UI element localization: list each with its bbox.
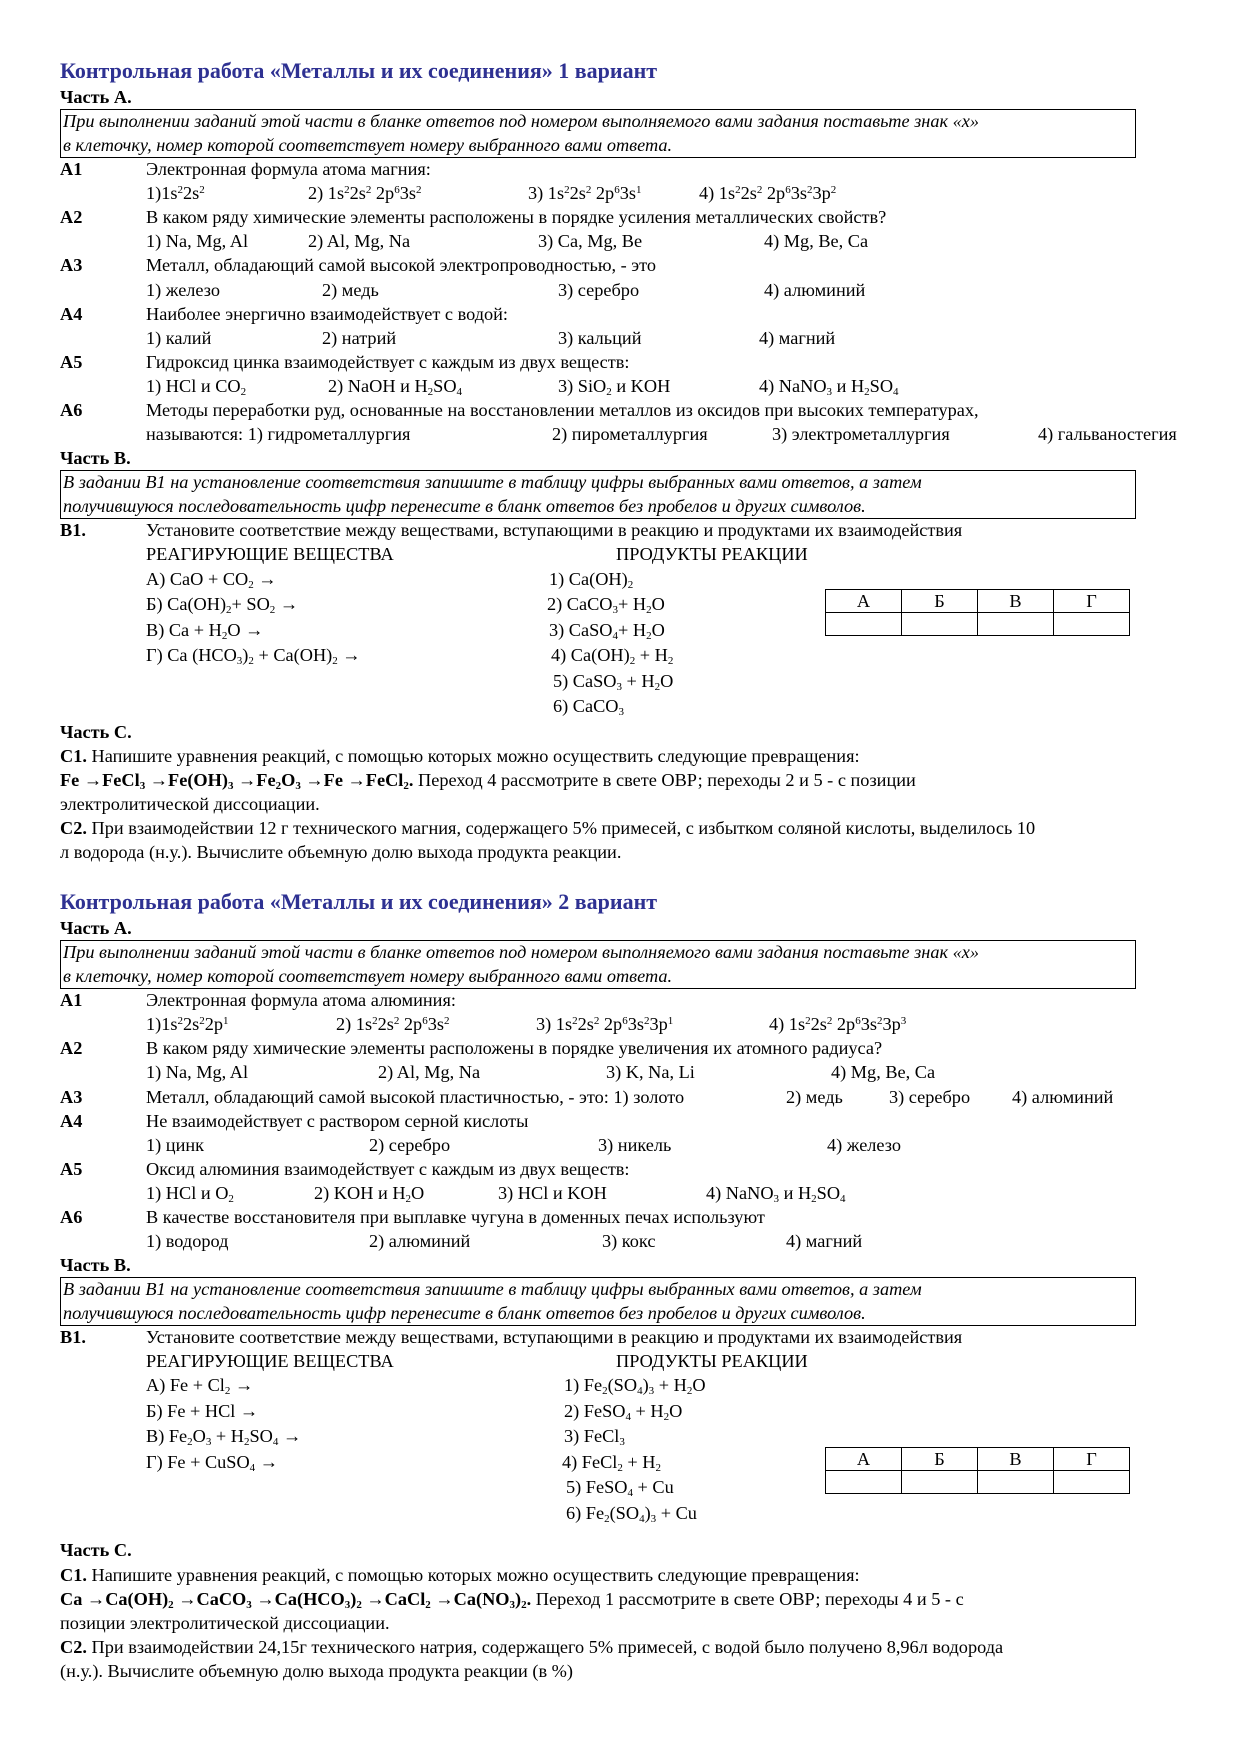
option-1: 1) HCl и $O_2$ [146,1182,234,1205]
question-a3: А3 Металл, обладающий самой высокой пластичностью, - это: 1) золото 2) медь 3) серебро 4) алюминий [60,1085,1185,1109]
reactant-c: В) $Fe_2O_3 + H_2SO_4$ → [146,1426,302,1449]
part-b-instructions: В задании В1 на установление соответствия запишите в таблицу цифры выбранных вами ответов, а затем получившуюся последовательность цифр перенесите в бланк ответов без пробелов и других символов. [60,1277,1136,1326]
option-1: 1) калий [146,327,212,348]
option-4: 4) магний [759,327,836,348]
option-1: 1) Na, Mg, Al [146,231,249,252]
reactant-d: Г) Ca $(HCO_3)_2 + Ca(OH)_2$ → [146,645,361,667]
answer-cell-d[interactable] [1054,1471,1130,1494]
part-b-instructions: В задании В1 на установление соответствия запишите в таблицу цифры выбранных вами ответов, а затем получившуюся последовательность цифр перенесите в бланк ответов без пробелов и других символов. [60,470,1136,519]
product-1: 1) $Ca(OH)_2$ [549,568,634,591]
answer-cell-a[interactable] [826,612,902,635]
reactants-header: РЕАГИРУЮЩИЕ ВЕЩЕСТВА [146,1351,394,1372]
answer-options [146,326,1185,350]
question-a4: А4 Наиболее энергично взаимодействует с водой: 1) калий 2) натрий 3) кальций 4) магний [60,302,1185,350]
product-1: 1) $Fe_2(SO_4)_3 + H_2O$ [564,1375,706,1398]
reactant-a: А) CaO + $CO_2$ → [146,568,277,591]
option-4: 4) алюминий [1012,1086,1114,1107]
answer-options [146,422,1185,446]
option-4: 4) NaNO$_3$ и $H_2SO_4$ [759,375,899,398]
question-a5: А5 Гидроксид цинка взаимодействует с каждым из двух веществ: 1) HCl и $CO_2$ 2) NaOH и $H_2SO_4$ 3) SiO$_2$ и KOH 4) NaNO$_3$ и $H_2SO_4$ [60,350,1185,398]
option-4: 4) Mg, Be, Ca [764,231,869,252]
transformation-chain: $Ca \to Ca(OH)_2$ →CaCO$_3$ $\to Ca(HCO_3)_2$ →CaCl$_2$ $\to Ca(NO_3)_2$. [60,1588,532,1611]
question-text: Металл, обладающий самой высокой пластичностью, - это: 1) золото [146,1086,685,1107]
answer-options [146,1060,1185,1084]
option-1: $1)1s^22s^2$ [146,183,205,204]
option-4: 4) Mg, Be, Ca [831,1062,936,1083]
part-c-heading: Часть С. [60,1540,132,1561]
option-2: 2) натрий [322,327,397,348]
answer-header-d: Г [1054,1448,1130,1471]
option-1: $1)1s^22s^22p^1$ [146,1014,229,1035]
option-2: 2) NaOH и $H_2SO_4$ [328,375,463,398]
question-a1: А1 Электронная формула атома магния: $1)1s^22s^2$ 2) $1s^22s^2$ $2p^63s^2$ 3) $1s^22s^2$ $2p^63s^1$ 4) $1s^22s^2$ $2p^63s^23p^2$ [60,157,1185,205]
option-2: 2) серебро [369,1134,451,1155]
answer-options [146,1229,1185,1253]
product-2: 2) FeSO$_4$ + $H_2O$ [564,1400,683,1423]
variant-1 [60,58,1185,864]
answer-options [146,1181,1185,1205]
product-2: 2) CaCO$_3$+ $H_2O$ [547,594,665,616]
products-header: ПРОДУКТЫ РЕАКЦИИ [616,544,808,565]
answer-header-c: В [978,1448,1054,1471]
reactant-b: Б) Fe + HCl → [146,1400,259,1421]
answer-table [825,1447,1130,1494]
option-2: 2) пирометаллургия [552,424,708,445]
option-2: 2) $1s^22s^2$ $2p^63s^2$ [336,1014,450,1035]
products-header: ПРОДУКТЫ РЕАКЦИИ [616,1351,808,1372]
product-5: 5) FeSO$_4$ + Cu [566,1477,674,1500]
question-a6: А6 Методы переработки руд, основанные на восстановлении металлов из оксидов при высоких температурах, называются: 1) гидрометаллургия 2) пирометаллургия 3) электрометаллургия 4) гальваностегия [60,398,1185,446]
answer-cell-c[interactable] [978,1471,1054,1494]
option-4: 4) алюминий [764,279,866,300]
option-3: 3) SiO$_2$ и KOH [558,375,671,398]
part-a-instructions: При выполнении заданий этой части в бланке ответов под номером выполняемого вами задания поставьте знак «х» в клеточку, номер которой соответствует номеру выбранного вами ответа. [60,940,1136,989]
option-1: 1) Na, Mg, Al [146,1062,249,1083]
answer-cell-b[interactable] [902,1471,978,1494]
part-b-heading: Часть В. [60,1255,131,1276]
option-3: 3) электрометаллургия [772,424,950,445]
reactant-b: Б) $Ca(OH)_2+ SO_2$ → [146,594,299,616]
variant-2 [60,889,1185,1683]
part-c-heading: Часть С. [60,721,132,742]
product-6: 6) $Fe_2(SO_4)_3 + Cu$ [566,1502,697,1525]
answer-options [146,1012,1185,1036]
option-2: 2) Al, Mg, Na [378,1062,481,1083]
question-c1: С1. Напишите уравнения реакций, с помощью которых можно осуществить следующие превращения: $Ca \to Ca(OH)_2$ →CaCO$_3$ $\to Ca(HCO_3)_2$ →CaCl$_2$ $\to Ca(NO_3)_2$. Переход 1 рассмотрите в свете ОВР; переходы 4 и 5 - с позиции электролитической диссоциации. [60,1564,964,1633]
answer-cell-c[interactable] [978,612,1054,635]
question-a5: А5 Оксид алюминия взаимодействует с каждым из двух веществ: 1) HCl и $O_2$ 2) KOH и $H_2O$ 3) HCl и KOH 4) NaNO$_3$ и $H_2SO_4$ [60,1157,1185,1205]
variant-1-title: Контрольная работа «Металлы и их соединения» 1 вариант [60,58,658,83]
option-3: 3) серебро [558,279,640,300]
answer-options [146,1133,1185,1157]
answer-cell-d[interactable] [1054,612,1130,635]
answer-cell-b[interactable] [902,612,978,635]
reactant-c: В) $Ca + H_2O$ → [146,619,264,642]
option-1: 1) HCl и $CO_2$ [146,375,247,398]
question-b1: В1. Установите соответствие между веществами, вступающими в реакцию и продуктами их взаимодействия РЕАГИРУЮЩИЕ ВЕЩЕСТВА ПРОДУКТЫ РЕАКЦИИ А) CaO + $CO_2$ → 1) $Ca(OH)_2$ Б) $Ca(OH)_2+ SO_2$ → 2) CaCO$_3$+ $H_2O$ В) $Ca + H_2O$ → 3) CaSO$_4$+ $H_2O$ Г) Ca $(HCO_3)_2 + Ca(OH)_2$ → 4) $Ca(OH)_2 + H_2$ 5) CaSO$_3$ + $H_2O$ 6) CaCO$_3$ А Б В Г [60,518,1185,719]
answer-options [146,229,1185,253]
question-a6: А6 В качестве восстановителя при выплавке чугуна в доменных печах используют 1) водород 2) алюминий 3) кокс 4) магний [60,1205,1185,1253]
option-4: 4) магний [786,1231,863,1252]
option-2: 2) KOH и $H_2O$ [314,1182,425,1205]
option-4: 4) NaNO$_3$ и $H_2SO_4$ [706,1182,846,1205]
option-1: 1) железо [146,279,221,300]
option-3: 3) серебро [889,1086,971,1107]
option-3: 3) кальций [558,327,642,348]
question-a1: А1 Электронная формула атома алюминия: $1)1s^22s^22p^1$ 2) $1s^22s^2$ $2p^63s^2$ 3) $1s^22s^2$ $2p^63s^23p^1$ 4) $1s^22s^2$ $2p^63s^23p^3$ [60,988,1185,1036]
part-b-heading: Часть В. [60,448,131,469]
answer-options [146,181,1185,205]
product-4: 4) FeCl$_2$ + $H_2$ [562,1451,662,1474]
reactant-d: Г) Fe + CuSO$_4$ → [146,1451,279,1474]
reactant-a: А) $Fe + Cl_2$ → [146,1375,254,1398]
product-3: 3) FeCl$_3$ [564,1426,625,1449]
transformation-chain: Fe →FeCl$_3$ $\to Fe(OH)_3 \to Fe_2O_3 \to Fe$ →FeCl$_2$. [60,769,414,792]
question-a2: А2 В каком ряду химические элементы расположены в порядке усиления металлических свойств? 1) Na, Mg, Al 2) Al, Mg, Na 3) Ca, Mg, Be 4) Mg, Be, Ca [60,205,1185,253]
product-3: 3) CaSO$_4$+ $H_2O$ [549,619,665,642]
matching-list [146,567,1185,720]
answer-header-a: А [826,1448,902,1471]
option-3: 3) $1s^22s^2$ $2p^63s^1$ [528,183,642,204]
option-1: 1) водород [146,1231,229,1252]
variant-2-title: Контрольная работа «Металлы и их соединения» 2 вариант [60,889,658,915]
option-2: 2) алюминий [369,1231,471,1252]
answer-header-b: Б [902,1448,978,1471]
option-4: 4) железо [827,1134,902,1155]
answer-header-a: А [826,589,902,612]
option-3: 3) HCl и KOH [498,1182,607,1203]
option-2: 2) $1s^22s^2$ $2p^63s^2$ [308,183,422,204]
question-a2: А2 В каком ряду химические элементы расположены в порядке увеличения их атомного радиуса? 1) Na, Mg, Al 2) Al, Mg, Na 3) K, Na, Li 4) Mg, Be, Ca [60,1036,1185,1084]
answer-options [146,374,1185,398]
answer-cell-a[interactable] [826,1471,902,1494]
answer-options [146,278,1185,302]
option-3: 3) K, Na, Li [606,1062,695,1083]
question-a4: А4 Не взаимодействует с раствором серной кислоты 1) цинк 2) серебро 3) никель 4) железо [60,1109,1185,1157]
option-1: называются: 1) гидрометаллургия [146,424,411,445]
option-3: 3) $1s^22s^2$ $2p^63s^23p^1$ [536,1014,674,1035]
question-b1: В1. Установите соответствие между веществами, вступающими в реакцию и продуктами их взаимодействия РЕАГИРУЮЩИЕ ВЕЩЕСТВА ПРОДУКТЫ РЕАКЦИИ А) $Fe + Cl_2$ → 1) $Fe_2(SO_4)_3 + H_2O$ Б) Fe + HCl → 2) FeSO$_4$ + $H_2O$ В) $Fe_2O_3 + H_2SO_4$ → 3) FeCl$_3$ Г) Fe + CuSO$_4$ → 4) FeCl$_2$ + $H_2$ 5) FeSO$_4$ + Cu 6) $Fe_2(SO_4)_3 + Cu$ А Б В Г [60,1325,1185,1526]
option-4: 4) гальваностегия [1038,424,1177,445]
answer-table [825,589,1130,636]
option-1: 1) цинк [146,1134,205,1155]
question-c2: С2. При взаимодействии 24,15г технического натрия, содержащего 5% примесей, с водой было получено 8,96л водорода (н.у.). Вычислите объемную долю выхода продукта реакции (в %) [60,1636,1004,1681]
question-c2: С2. При взаимодействии 12 г технического магния, содержащего 5% примесей, с избытком соляной кислоты, выделилось 10 л водорода (н.у.). Вычислите объемную долю выхода продукта реакции. [60,817,1036,862]
question-c1: С1. Напишите уравнения реакций, с помощью которых можно осуществить следующие превращения: Fe →FeCl$_3$ $\to Fe(OH)_3 \to Fe_2O_3 \to Fe$ →FeCl$_2$. Переход 4 рассмотрите в свете ОВР; переходы 2 и 5 - с позиции электролитической диссоциации. [60,745,916,814]
part-a-heading: Часть А. [60,918,132,939]
option-3: 3) никель [598,1134,672,1155]
option-4: 4) $1s^22s^2$ $2p^63s^23p^3$ [769,1014,907,1035]
option-4: 4) $1s^22s^2$ $2p^63s^23p^2$ [699,183,837,204]
option-2: 2) медь [322,279,379,300]
answer-header-c: В [978,589,1054,612]
matching-list [146,1373,1185,1526]
option-3: 3) кокс [602,1231,656,1252]
answer-header-b: Б [902,589,978,612]
option-2: 2) Al, Mg, Na [308,231,411,252]
page [60,58,1185,1683]
option-3: 3) Ca, Mg, Be [538,231,643,252]
part-a-heading: Часть А. [60,87,132,107]
product-6: 6) CaCO$_3$ [553,696,625,718]
product-5: 5) CaSO$_3$ + $H_2O$ [553,670,674,693]
option-2: 2) медь [786,1086,843,1107]
answer-options [146,1085,1185,1109]
reactants-header: РЕАГИРУЮЩИЕ ВЕЩЕСТВА [146,544,394,565]
product-4: 4) $Ca(OH)_2 + H_2$ [551,645,674,667]
answer-header-d: Г [1054,589,1130,612]
question-a3: А3 Металл, обладающий самой высокой электропроводностью, - это 1) железо 2) медь 3) серебро 4) алюминий [60,253,1185,301]
part-a-instructions: При выполнении заданий этой части в бланке ответов под номером выполняемого вами задания поставьте знак «х» в клеточку, номер которой соответствует номеру выбранного вами ответа. [60,109,1136,158]
